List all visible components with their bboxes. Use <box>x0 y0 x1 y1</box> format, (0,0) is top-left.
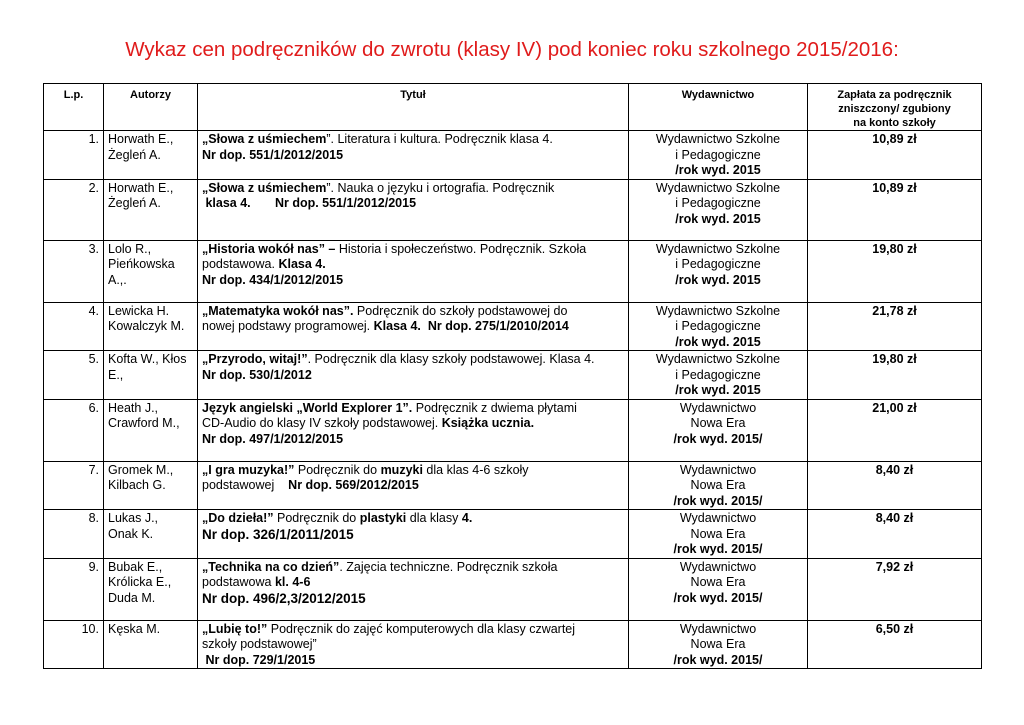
title-line <box>202 560 624 576</box>
cell-autorzy <box>104 461 198 510</box>
publisher-line: /rok wyd. 2015 <box>675 334 761 349</box>
title-segment: CD-Audio do klasy IV szkoły podstawowej. <box>202 416 442 430</box>
header-zaplata <box>808 84 982 131</box>
cell-autorzy <box>104 179 198 240</box>
publisher-line: Nowa Era <box>690 637 746 651</box>
title-segment: Nr dop. 434/1/2012/2015 <box>202 272 344 287</box>
cell-autorzy <box>104 399 198 461</box>
cell-cena: 7,92 zł <box>808 558 982 620</box>
author-line: Lukas J., <box>108 511 159 525</box>
title-segment: Nr dop. 496/2,3/2012/2015 <box>202 590 366 606</box>
title-line <box>202 591 624 608</box>
table-body <box>44 131 982 669</box>
publisher-line: Wydawnictwo <box>679 462 757 477</box>
title-segment: podstawowa. <box>202 257 279 271</box>
title-segment: nowej podstawy programowej. <box>202 319 374 333</box>
title-segment: „Słowa z uśmiechem <box>202 132 327 146</box>
cell-lp: 9. <box>44 558 104 620</box>
title-line <box>202 242 624 258</box>
author-line: Gromek M., <box>108 462 174 477</box>
title-segment: „Przyrodo, witaj!” <box>202 352 308 366</box>
title-segment: „Technika na co dzień” <box>202 559 340 574</box>
title-segment: Nr dop. 569/2012/2015 <box>288 478 419 492</box>
author-line: Onak K. <box>108 526 154 541</box>
publisher-line: i Pedagogiczne <box>675 367 761 382</box>
title-line <box>202 478 624 494</box>
header-tytul: Tytuł <box>198 84 629 131</box>
cell-wydawnictwo <box>629 510 808 559</box>
cell-tytul <box>198 558 629 620</box>
title-segment: klasa 4. Nr dop. 551/1/2012/2015 <box>202 196 417 210</box>
table-row <box>44 240 982 302</box>
cell-lp: 6. <box>44 399 104 461</box>
title-segment: „I gra muzyka!” <box>202 462 295 477</box>
table-row <box>44 179 982 240</box>
cell-wydawnictwo <box>629 461 808 510</box>
author-line: Horwath E., <box>108 132 174 146</box>
author-line: Kęska M. <box>108 621 161 636</box>
table-row <box>44 302 982 351</box>
table-row <box>44 510 982 559</box>
cell-autorzy <box>104 131 198 180</box>
author-line: Żegleń A. <box>108 147 161 162</box>
title-line <box>202 511 624 527</box>
publisher-line: Nowa Era <box>690 575 746 589</box>
publisher-line: /rok wyd. 2015/ <box>673 431 763 446</box>
price-table <box>43 83 982 669</box>
title-segment: plastyki <box>359 511 407 525</box>
title-segment: Książka ucznia. <box>441 416 535 430</box>
title-segment: muzyki <box>380 462 423 477</box>
author-line: Kowalczyk M. <box>108 319 185 333</box>
publisher-line: Wydawnictwo <box>679 511 757 525</box>
title-segment: Nr dop. 551/1/2012/2015 <box>202 147 344 162</box>
title-line <box>202 304 624 320</box>
cell-cena: 10,89 zł <box>808 131 982 180</box>
title-segment: „Historia wokół nas” – <box>202 241 336 256</box>
title-line <box>202 368 624 384</box>
title-segment: „Do dzieła!” <box>202 511 274 525</box>
title-segment: Podręcznik do <box>273 511 360 525</box>
title-line <box>202 653 624 669</box>
title-segment: dla klas 4-6 szkoły <box>422 462 529 477</box>
title-line <box>202 463 624 479</box>
author-line: Horwath E., <box>108 180 174 195</box>
cell-tytul <box>198 399 629 461</box>
cell-tytul <box>198 240 629 302</box>
title-segment: Nr dop. 326/1/2011/2015 <box>202 526 354 542</box>
author-line: Crawford M., <box>108 416 180 430</box>
author-line: Bubak E., <box>108 559 163 574</box>
publisher-line: Wydawnictwo Szkolne <box>655 303 781 318</box>
cell-lp: 2. <box>44 179 104 240</box>
page-title: Wykaz cen podręczników do zwrotu (klasy IV) pod koniec roku szkolnego 2015/2016: <box>125 38 899 61</box>
publisher-line: Wydawnictwo <box>679 559 757 574</box>
title-line <box>202 319 624 335</box>
title-line <box>202 181 624 197</box>
publisher-line: i Pedagogiczne <box>675 257 761 271</box>
cell-lp: 7. <box>44 461 104 510</box>
title-segment: szkoły podstawowej” <box>202 637 317 651</box>
header-lp: L.p. <box>44 84 104 131</box>
cell-tytul <box>198 351 629 400</box>
title-line <box>202 527 624 544</box>
cell-tytul <box>198 302 629 351</box>
publisher-line: Wydawnictwo Szkolne <box>655 352 781 366</box>
title-line <box>202 622 624 638</box>
cell-cena: 10,89 zł <box>808 179 982 240</box>
author-line: Żegleń A. <box>108 196 161 210</box>
publisher-line: Wydawnictwo Szkolne <box>655 241 781 256</box>
title-segment: Podręcznik do zajęć komputerowych dla klasy czwartej <box>267 621 576 636</box>
title-segment: „Matematyka wokół nas”. <box>202 303 354 318</box>
cell-cena: 21,00 zł <box>808 399 982 461</box>
title-segment: „Lubię to!” <box>202 621 268 636</box>
title-segment: . Zajęcia techniczne. Podręcznik szkoła <box>339 559 558 574</box>
title-segment: podstawowej <box>202 478 289 492</box>
cell-tytul <box>198 131 629 180</box>
title-segment: Język angielski „World Explorer 1”. <box>202 400 413 415</box>
title-segment: Nr dop. 530/1/2012 <box>202 367 312 382</box>
table-row <box>44 351 982 400</box>
cell-wydawnictwo <box>629 558 808 620</box>
title-line <box>202 273 624 289</box>
cell-autorzy <box>104 510 198 559</box>
title-segment: Klasa 4. <box>278 257 326 271</box>
author-line: E., <box>108 367 124 382</box>
author-line: Duda M. <box>108 590 156 605</box>
cell-tytul <box>198 620 629 669</box>
cell-lp: 5. <box>44 351 104 400</box>
title-line <box>202 148 624 164</box>
publisher-line: Wydawnictwo <box>679 621 757 636</box>
cell-cena: 8,40 zł <box>808 461 982 510</box>
cell-autorzy <box>104 620 198 669</box>
table-row <box>44 131 982 180</box>
publisher-line: /rok wyd. 2015/ <box>673 652 763 667</box>
cell-wydawnictwo <box>629 620 808 669</box>
header-autorzy: Autorzy <box>104 84 198 131</box>
cell-cena: 19,80 zł <box>808 240 982 302</box>
cell-lp: 8. <box>44 510 104 559</box>
title-line <box>202 352 624 368</box>
publisher-line: i Pedagogiczne <box>675 196 761 210</box>
cell-cena: 21,78 zł <box>808 302 982 351</box>
title-segment: kl. 4-6 <box>274 575 311 589</box>
publisher-line: Nowa Era <box>690 416 746 430</box>
title-segment: podstawowa <box>202 575 275 589</box>
cell-autorzy <box>104 302 198 351</box>
title-line <box>202 416 624 432</box>
header-wydawnictwo: Wydawnictwo <box>629 84 808 131</box>
cell-tytul <box>198 461 629 510</box>
title-line <box>202 432 624 448</box>
publisher-line: Wydawnictwo <box>679 400 757 415</box>
publisher-line: /rok wyd. 2015 <box>675 383 761 397</box>
publisher-line: Wydawnictwo Szkolne <box>655 132 781 146</box>
publisher-line: /rok wyd. 2015/ <box>673 590 763 605</box>
cell-wydawnictwo <box>629 240 808 302</box>
cell-autorzy <box>104 351 198 400</box>
title-segment: . Podręcznik dla klasy szkoły podstawowej. Klasa 4. <box>307 352 595 366</box>
header-zaplata-line: zniszczony/ zgubiony <box>838 103 951 115</box>
cell-autorzy <box>104 558 198 620</box>
author-line: Lolo R., <box>108 241 152 256</box>
author-line: Heath J., <box>108 400 159 415</box>
cell-wydawnictwo <box>629 351 808 400</box>
table-row <box>44 399 982 461</box>
author-line: Królicka E., <box>108 575 172 589</box>
title-segment: Nr dop. 729/1/2015 <box>202 652 316 667</box>
author-line: Kofta W., Kłos <box>108 352 187 366</box>
cell-lp: 3. <box>44 240 104 302</box>
cell-tytul <box>198 179 629 240</box>
title-segment: Podręcznik do szkoły podstawowej do <box>353 303 568 318</box>
author-line: A.,. <box>108 272 127 287</box>
table-header-row <box>44 84 982 131</box>
publisher-line: /rok wyd. 2015 <box>675 211 761 226</box>
header-zaplata-line: Zapłata za podręcznik <box>837 89 952 101</box>
title-line <box>202 257 624 273</box>
cell-wydawnictwo <box>629 179 808 240</box>
cell-lp: 10. <box>44 620 104 669</box>
publisher-line: Nowa Era <box>690 478 746 492</box>
title-segment: dla klasy <box>406 511 462 525</box>
title-line <box>202 401 624 417</box>
table-row <box>44 620 982 669</box>
title-segment: ”. Nauka o języku i ortografia. Podręcznik <box>326 180 555 195</box>
title-line <box>202 575 624 591</box>
cell-tytul <box>198 510 629 559</box>
title-segment: Historia i społeczeństwo. Podręcznik. Szkoła <box>335 241 587 256</box>
publisher-line: /rok wyd. 2015/ <box>673 493 763 508</box>
author-line: Pieńkowska <box>108 257 175 271</box>
cell-wydawnictwo <box>629 131 808 180</box>
cell-lp: 1. <box>44 131 104 180</box>
title-segment: Nr dop. 497/1/2012/2015 <box>202 431 344 446</box>
cell-cena: 19,80 zł <box>808 351 982 400</box>
publisher-line: Nowa Era <box>690 526 746 541</box>
cell-cena: 6,50 zł <box>808 620 982 669</box>
publisher-line: i Pedagogiczne <box>675 319 761 333</box>
header-zaplata-line: na konto szkoły <box>853 117 936 129</box>
author-line: Lewicka H. <box>108 303 170 318</box>
cell-autorzy <box>104 240 198 302</box>
publisher-line: /rok wyd. 2015/ <box>673 542 763 556</box>
cell-lp: 4. <box>44 302 104 351</box>
table-row <box>44 461 982 510</box>
publisher-line: Wydawnictwo Szkolne <box>655 180 781 195</box>
title-segment: 4. <box>461 511 473 525</box>
cell-wydawnictwo <box>629 399 808 461</box>
title-segment: ”. Literatura i kultura. Podręcznik klasa 4. <box>326 132 553 146</box>
table-row <box>44 558 982 620</box>
title-line <box>202 132 624 148</box>
publisher-line: /rok wyd. 2015 <box>675 163 761 177</box>
publisher-line: i Pedagogiczne <box>675 147 761 162</box>
title-line <box>202 637 624 653</box>
cell-cena: 8,40 zł <box>808 510 982 559</box>
cell-wydawnictwo <box>629 302 808 351</box>
title-line <box>202 196 624 212</box>
publisher-line: /rok wyd. 2015 <box>675 272 761 287</box>
title-segment: Podręcznik z dwiema płytami <box>412 400 577 415</box>
author-line: Kilbach G. <box>108 478 166 492</box>
title-segment: Podręcznik do <box>294 462 381 477</box>
title-segment: „Słowa z uśmiechem <box>202 180 327 195</box>
title-segment: Klasa 4. Nr dop. 275/1/2010/2014 <box>373 319 569 333</box>
